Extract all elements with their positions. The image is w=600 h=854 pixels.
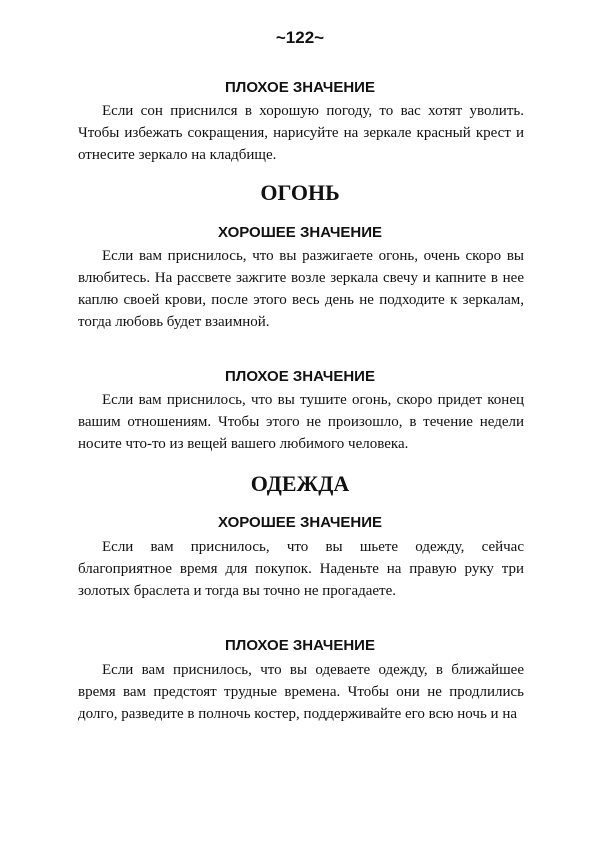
subheading-good-meaning: ХОРОШЕЕ ЗНАЧЕНИЕ	[217, 514, 383, 531]
paragraph: Если вам приснилось, что вы шьете одежду, сейчас благоприятное время для покупок. Наденьте на правую руку три золотых браслета и тогда вы точно не прогадаете.	[78, 539, 524, 599]
subheading-bad-meaning: ПЛОХОЕ ЗНАЧЕНИЕ	[225, 637, 375, 654]
paragraph: Если вам приснилось, что вы одеваете одежду, в ближайшее время вам предстоят трудные времена. Чтобы они не продлились долго, разведите в полночь костер, поддерживайте его всю ночь и на	[78, 662, 524, 722]
page-number: ~122~	[275, 28, 325, 47]
paragraph: Если вам приснилось, что вы тушите огонь, скоро придет конец вашим отношениям. Чтобы этого не произошло, в течение недели носите что-то из вещей вашего любимого человека.	[78, 392, 524, 452]
section-heading-clothes: ОДЕЖДА	[250, 471, 350, 496]
section-heading-fire: ОГОНЬ	[260, 180, 340, 205]
subheading-bad-meaning: ПЛОХОЕ ЗНАЧЕНИЕ	[225, 368, 375, 385]
paragraph: Если вам приснилось, что вы разжигаете огонь, очень скоро вы влюбитесь. На рассвете зажгите возле зеркала свечу и капните в нее каплю своей крови, после этого весь день не подходите к зеркалам, тогда любовь будет взаимной.	[78, 248, 524, 330]
subheading-good-meaning: ХОРОШЕЕ ЗНАЧЕНИЕ	[217, 224, 383, 241]
paragraph: Если сон приснился в хорошую погоду, то вас хотят уволить. Чтобы избежать сокращения, нарисуйте на зеркале красный крест и отнесите зеркало на кладбище.	[78, 103, 524, 163]
subheading-bad-meaning: ПЛОХОЕ ЗНАЧЕНИЕ	[225, 79, 375, 96]
